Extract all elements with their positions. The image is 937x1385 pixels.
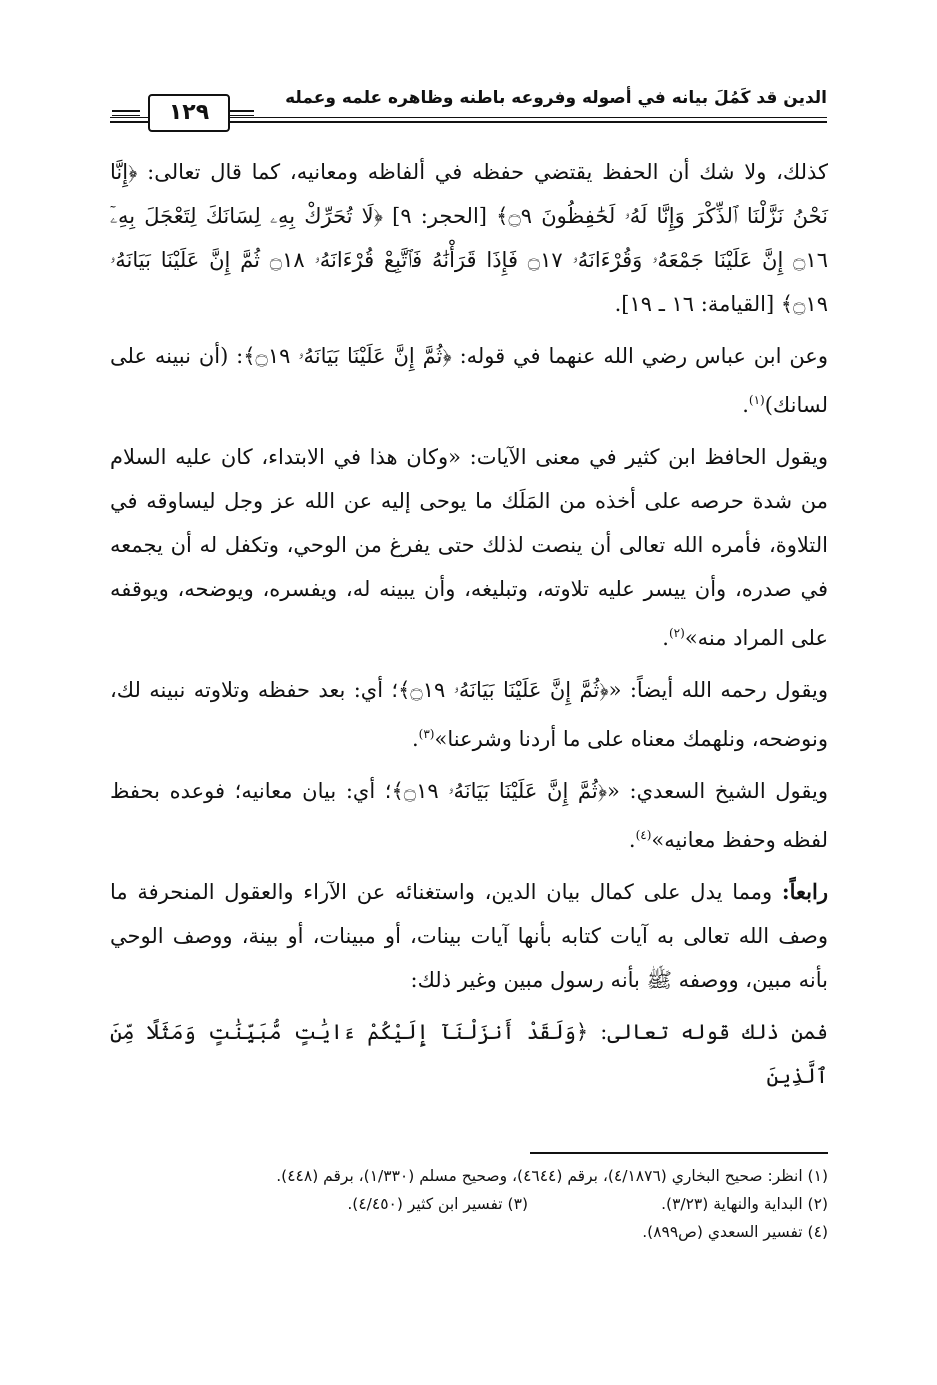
footnote-row xyxy=(110,1190,828,1218)
paragraph-2: وعن ابن عباس رضي الله عنهما في قوله: ﴿ثُمَّ إِنَّ عَلَيْنَا بَيَانَهُۥ ۝١٩﴾: (أن نبينه على لسانك)$^{(١)}$. xyxy=(110,344,828,417)
paragraph-2-text: وعن ابن عباس رضي الله عنهما في قوله: ﴿ثُمَّ إِنَّ عَلَيْنَا بَيَانَهُۥ ۝١٩﴾: (أن نبينه على لسانك) xyxy=(110,344,828,417)
paragraph-3-text: ويقول الحافظ ابن كثير في معنى الآيات: «وكان هذا في الابتداء، كان عليه السلام من شدة حرصه على أخذه من المَلَك ما يوحى إليه عن الله عز وجل ليساوقه في التلاوة، فأمره الله تعالى أن ينصت لذلك حتى يفرغ من الوحي، وتكفل له أن يجمعه في صدره، وأن ييسر عليه تلاوته، وتبليغه، وأن يبينه له، ويفسره، ويوضحه، ويوقفه على المراد منه» xyxy=(110,445,828,650)
paragraph-1: كذلك، ولا شك أن الحفظ يقتضي حفظه في ألفاظه ومعانيه، كما قال تعالى: ﴿إِنَّا نَحْنُ نَزَّلْنَا ٱلذِّكْرَ وَإِنَّا لَهُۥ لَحَٰفِظُونَ ۝٩﴾ [الحجر: ٩] ﴿لَا تُحَرِّكْ بِهِۦ لِسَانَكَ لِتَعْجَلَ بِهِۦٓ ۝١٦ إِنَّ عَلَيْنَا جَمْعَهُۥ وَقُرْءَانَهُۥ ۝١٧ فَإِذَا قَرَأْنَٰهُ فَٱتَّبِعْ قُرْءَانَهُۥ ۝١٨ ثُمَّ إِنَّ عَلَيْنَا بَيَانَهُۥ ۝١٩﴾ [القيامة: ١٦ ـ ١٩]. xyxy=(110,160,828,316)
footnote-separator xyxy=(530,1152,828,1154)
paragraph-6-lead: رابعاً: xyxy=(781,879,828,904)
footnote-ref-4: (٤) xyxy=(635,828,652,842)
footnote-4: (٤) تفسير السعدي (ص٨٩٩). xyxy=(642,1223,828,1241)
page-number-ornament-left-thin xyxy=(112,115,140,116)
paragraph-3: ويقول الحافظ ابن كثير في معنى الآيات: «وكان هذا في الابتداء، كان عليه السلام من شدة حرصه على أخذه من المَلَك ما يوحى إليه عن الله عز وجل ليساوقه في التلاوة، فأمره الله تعالى أن ينصت لذلك حتى يفرغ من الوحي، وتكفل له أن يجمعه في صدره، وأن ييسر عليه تلاوته، وتبليغه، وأن يبينه له، ويفسره، ويوضحه، ويوقفه على المراد منه»$^{(٢)}$. xyxy=(110,445,828,650)
paragraph-7: فمن ذلك قوله تعالى: ﴿وَلَقَدْ أَنزَلْنَآ إِلَيْكُمْ ءَايَٰتٍ مُّبَيِّنَٰتٍ وَمَثَلًا مِّنَ ٱلَّذِينَ xyxy=(110,1020,828,1088)
page-number-ornament-right-thin xyxy=(226,115,254,116)
footnote-2: (٢) البداية والنهاية (٣/٢٣). xyxy=(661,1195,828,1213)
paragraph-4-text: ويقول رحمه الله أيضاً: «﴿ثُمَّ إِنَّ عَلَيْنَا بَيَانَهُۥ ۝١٩﴾؛ أي: بعد حفظه وتلاوته نبينه لك، ونوضحه، ونلهمك معناه على ما أردنا وشرعنا» xyxy=(110,678,828,751)
footnote-1: (١) انظر: صحيح البخاري (٤/١٨٧٦)، برقم (٤٦٤٤)، وصحيح مسلم (١/٣٣٠)، برقم (٤٤٨). xyxy=(276,1167,828,1185)
page-number: ١٢٩ xyxy=(148,94,230,132)
footnote-ref-2: (٢) xyxy=(668,626,685,640)
paragraph-5-text: ويقول الشيخ السعدي: «﴿ثُمَّ إِنَّ عَلَيْنَا بَيَانَهُۥ ۝١٩﴾؛ أي: بيان معانيه؛ فوعده بحفظ لفظه وحفظ معانيه» xyxy=(110,779,828,852)
running-title: الدين قد كَمُلَ بيانه في أصوله وفروعه باطنه وظاهره علمه وعمله xyxy=(285,88,827,108)
page-number-ornament-left xyxy=(112,110,140,112)
footnotes xyxy=(110,1162,828,1246)
footnote-ref-1: (١) xyxy=(748,393,765,407)
paragraph-6-text: ومما يدل على كمال بيان الدين، واستغنائه عن الآراء والعقول المنحرفة ما وصف الله تعالى به آيات كتابه بأنها آيات بينات، أو مبينات، أو بينة، ووصف الوحي بأنه مبين، ووصفه ﷺ بأنه رسول مبين وغير ذلك: xyxy=(110,880,828,992)
paragraph-6 xyxy=(110,870,828,1002)
paragraph-5: ويقول الشيخ السعدي: «﴿ثُمَّ إِنَّ عَلَيْنَا بَيَانَهُۥ ۝١٩﴾؛ أي: بيان معانيه؛ فوعده بحفظ لفظه وحفظ معانيه»$^{(٤)}$. xyxy=(110,779,828,852)
page-number-ornament-right xyxy=(226,110,254,112)
footnote-ref-3: (٣) xyxy=(418,727,435,741)
main-text xyxy=(110,150,828,1106)
footnote-3: (٣) تفسير ابن كثير (٤/٤٥٠). xyxy=(347,1195,528,1213)
paragraph-4: ويقول رحمه الله أيضاً: «﴿ثُمَّ إِنَّ عَلَيْنَا بَيَانَهُۥ ۝١٩﴾؛ أي: بعد حفظه وتلاوته نبينه لك، ونوضحه، ونلهمك معناه على ما أردنا وشرعنا»$^{(٣)}$. xyxy=(110,678,828,751)
